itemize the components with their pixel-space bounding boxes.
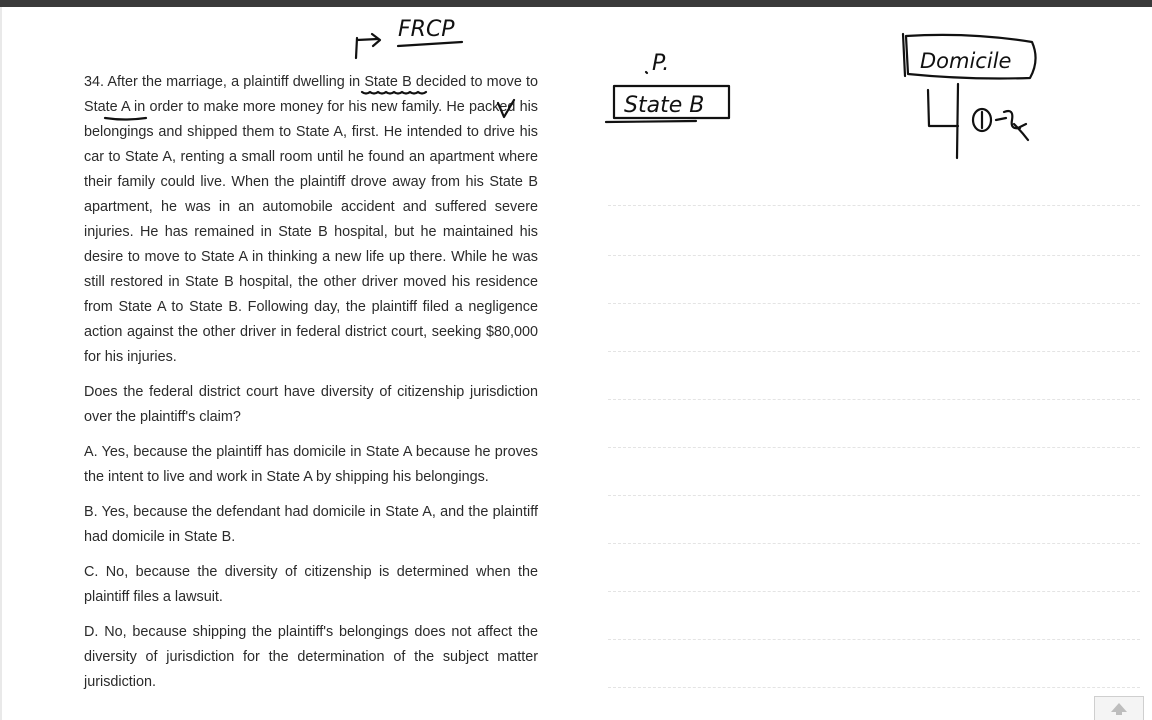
- ink-arrow: [356, 34, 380, 58]
- scroll-to-top-button[interactable]: [1094, 696, 1144, 720]
- question-block: [84, 70, 538, 705]
- note-line: [608, 639, 1140, 640]
- question-stem: 34. After the marriage, a plaintiff dwelling in State B decided to move to State A in order to make more money for his new family. He packed his belongings and shipped them to State A, first. He intended to drive his car to State A, renting a small room until he found an apartment where their family could live. When the plaintiff drove away from his State B apartment, he was in an automobile accident and suffered severe injuries. He has remained in State B hospital, but he maintained his desire to move to State A in thinking a new life up there. While he was still restored in State B hospital, the other driver moved his residence from State A to State B. Following day, the plaintiff filed a negligence action against the other driver in federal district court, seeking $80,000 for his injuries.: [84, 74, 538, 365]
- p-annotation: P.: [652, 51, 670, 76]
- state-b-box: [614, 86, 729, 118]
- domicile-box-left-stroke: [903, 34, 905, 76]
- note-line: [608, 303, 1140, 304]
- note-line: [608, 351, 1140, 352]
- note-line: [608, 591, 1140, 592]
- state-b-annotation: State B: [624, 93, 705, 118]
- frcp-underline: [398, 42, 462, 46]
- note-line: [608, 543, 1140, 544]
- ink-bracket: [928, 84, 958, 158]
- ink-scribble: [996, 111, 1028, 140]
- note-line: [608, 255, 1140, 256]
- page-left-edge: [0, 7, 2, 720]
- option-d: D. No, because shipping the plaintiff's belongings does not affect the diversity of jurisdiction for the determination of the subject matter jurisdiction.: [84, 624, 538, 690]
- window-top-bar: [0, 0, 1152, 7]
- note-line: [608, 205, 1140, 206]
- ink-dot: [646, 72, 647, 73]
- question-prompt: Does the federal district court have diversity of citizenship jurisdiction over the plaintiff's claim?: [84, 384, 538, 425]
- option-c: C. No, because the diversity of citizenship is determined when the plaintiff files a lawsuit.: [84, 564, 538, 605]
- frcp-annotation: FRCP: [398, 17, 455, 42]
- note-line: [608, 687, 1140, 688]
- option-b: B. Yes, because the defendant had domicile in State A, and the plaintiff had domicile in State B.: [84, 504, 538, 545]
- option-a: A. Yes, because the plaintiff has domicile in State A because he proves the intent to live and work in State A by shipping his belongings.: [84, 444, 538, 485]
- ink-circle-one: [973, 109, 991, 131]
- note-line: [608, 399, 1140, 400]
- domicile-annotation: Domicile: [920, 49, 1012, 73]
- note-line: [608, 495, 1140, 496]
- arrow-up-icon: [1110, 702, 1128, 716]
- note-line: [608, 447, 1140, 448]
- domicile-box: [906, 35, 1036, 79]
- state-b-underline: [606, 121, 696, 122]
